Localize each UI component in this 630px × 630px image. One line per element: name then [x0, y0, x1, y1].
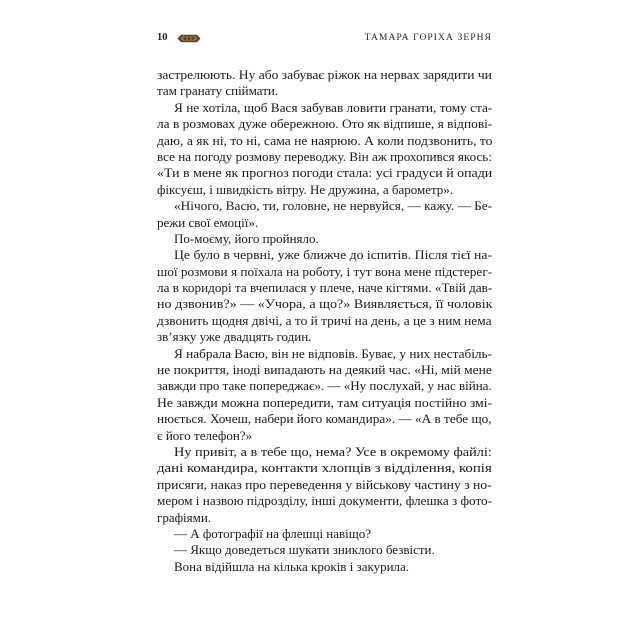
text-line: є його телефон?» [157, 427, 253, 443]
text-line: «Ти в мене як прогноз погоди стала: усі градуси й опади [157, 165, 493, 181]
text-line: Ну привіт, а в тебе що, нема? Усе в окремому файлі: [174, 443, 492, 459]
text-line: застрелюють. Ну або забуває ріжок на нервах зарядити чи [157, 67, 492, 82]
text-line: графіями. [157, 509, 212, 525]
text-line: завжди про таке попереджає». — «Ну послухай, у нас війна. [157, 378, 492, 394]
text-line: Я набрала Васю, він не відповів. Буває, у них нестабіль- [174, 345, 492, 361]
text-line: фіксуєш, і швидкість вітру. Не дружина, а барометр». [157, 181, 454, 197]
text-line: — А фотографії на флешці навіщо? [174, 525, 372, 541]
text-line: режи свої емоції». [157, 214, 259, 230]
text-line: «Нічого, Васю, ти, головне, не нервуйся, — кажу. — Бе- [174, 198, 493, 214]
text-line: Я не хотіла, щоб Вася забував ловити гранати, тому ста- [174, 99, 493, 115]
text-line: но дзвонив?» — «Учора, а що?» Виявляється, її чоловік [157, 296, 493, 312]
text-line: не покриття, іноді випадають на деякий час. «Ні, мій мене [157, 362, 492, 378]
text-line: Вона відійшла на кілька кроків і закурила. [174, 558, 410, 574]
text-line: — Якщо доведеться шукати зниклого безвісти. [174, 542, 435, 558]
page-header-left [157, 33, 201, 44]
text-line: присяги, наказ про переведення у військову частину з но- [157, 476, 492, 492]
text-line: там гранату спіймати. [157, 83, 279, 99]
text-line: дані командира, контакти хлопців з відділення, копія [157, 460, 492, 476]
text-line: Не завжди можна попередити, там ситуація постійно змі- [157, 394, 493, 410]
page-number: 10 [157, 32, 168, 44]
text-line: Це було в червні, уже ближче до іспитів. Після тієї на- [174, 247, 493, 263]
text-line: По-моєму, його пройняло. [174, 230, 319, 246]
text-line: ла в коридорі та вчепилася у плече, наче кігтями. «Твій дав- [157, 280, 493, 296]
text-line: дзвонить щодня двічі, а то й тричі на день, а це з ним нема [157, 312, 492, 328]
text-line: зв’язку уже двадцять годин. [157, 329, 312, 345]
text-line: шої розмови я поїхала на роботу, і тут вона мене підстерег- [157, 263, 493, 279]
body-text [157, 67, 492, 575]
text-line: все на погоду розмову переводжу. Він аж прохопився якось: [157, 148, 492, 164]
text-line: ла в розмовах дуже обережною. Ото як відпише, я відпові- [157, 116, 493, 132]
text-line: мером і назвою підрозділу, інші документи, флешка з фото- [157, 493, 493, 509]
text-line: нюється. Хочеш, набери його командира». — «А в тебе що, [157, 411, 492, 427]
text-line: даю, а як ні, то ні, сама не наярюю. А коли подзвонить, то [157, 132, 493, 148]
running-head-author: ТАМАРА ГОРІХА ЗЕРНЯ [364, 32, 492, 43]
page-header [157, 31, 492, 46]
decorative-cartouche-ornament-icon [177, 34, 201, 43]
